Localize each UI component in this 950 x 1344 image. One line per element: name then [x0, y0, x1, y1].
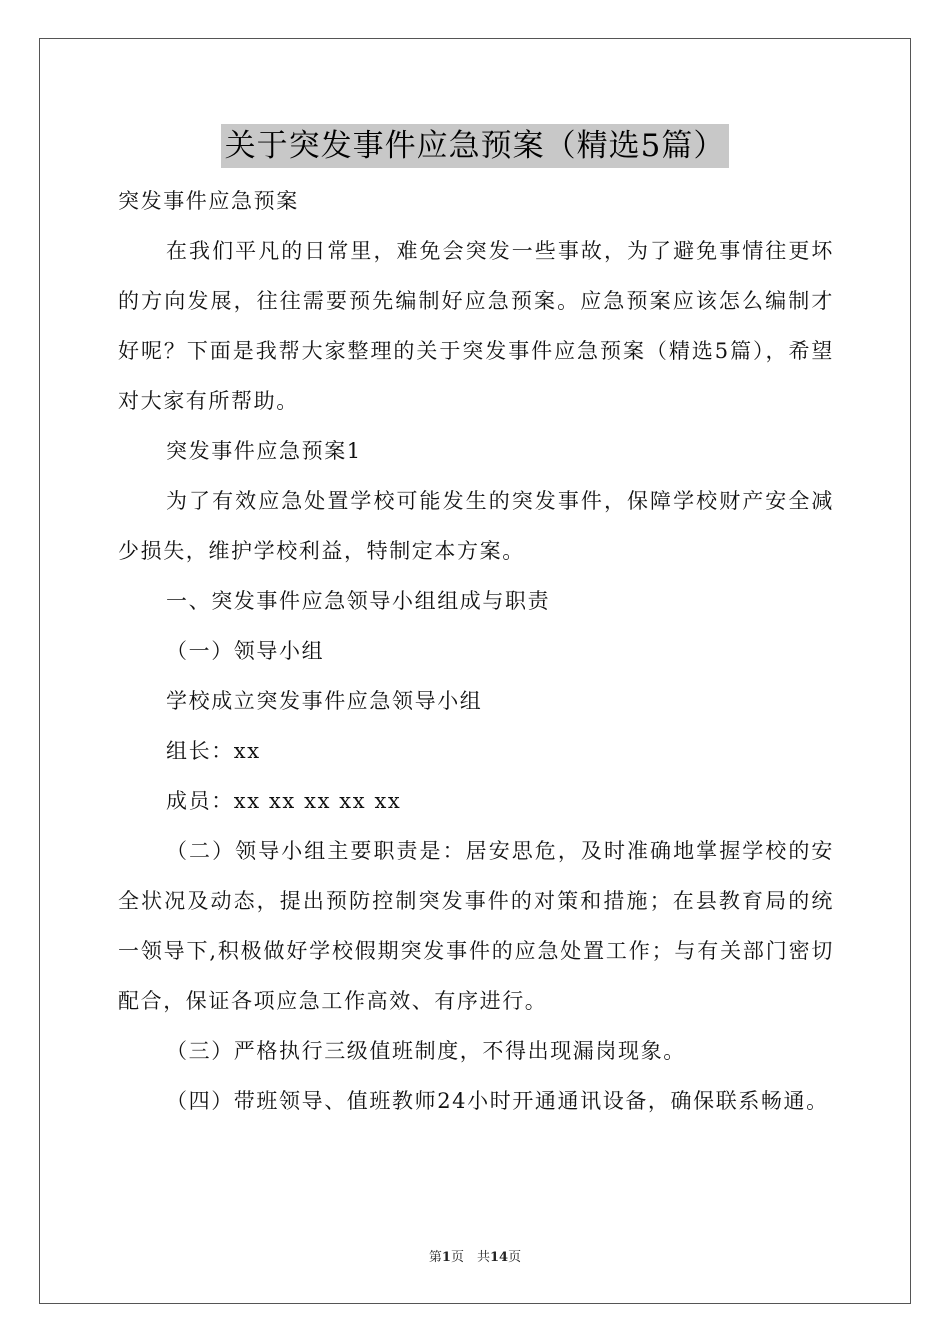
- footer-prefix: 第: [428, 1250, 442, 1265]
- section-heading: 突发事件应急预案1: [166, 439, 362, 463]
- paragraph: 成员：xx xx xx xx xx: [166, 789, 402, 813]
- paragraph: 学校成立突发事件应急领导小组: [166, 689, 483, 713]
- title-area: [0, 124, 950, 168]
- paragraph: 在我们平凡的日常里，难免会突发一些事故，为了避免事情往更坏的方向发展，往往需要预先编制好应急预案。应急预案应该怎么编制才好呢？下面是我帮大家整理的关于突发事件应急预案（精选5篇），希望对大家有所帮助。: [118, 239, 834, 413]
- subsection-heading: （一）领导小组: [166, 639, 325, 663]
- document-title: 关于突发事件应急预案（精选5篇）: [221, 124, 730, 168]
- footer-mid: 页 共: [450, 1250, 490, 1265]
- section-heading: 一、突发事件应急领导小组组成与职责: [166, 589, 551, 613]
- paragraph: （三）严格执行三级值班制度，不得出现漏岗现象。: [166, 1039, 686, 1063]
- paragraph: （四）带班领导、值班教师24小时开通通讯设备，确保联系畅通。: [166, 1089, 829, 1113]
- total-page-number: 14: [489, 1250, 509, 1265]
- current-page-number: 1: [441, 1250, 451, 1265]
- paragraph: 组长：xx: [166, 739, 261, 763]
- footer-suffix: 页: [508, 1250, 522, 1265]
- paragraph: 为了有效应急处置学校可能发生的突发事件，保障学校财产安全减少损失，维护学校利益，特制定本方案。: [118, 489, 834, 563]
- paragraph: 突发事件应急预案: [118, 189, 299, 213]
- paragraph: （二）领导小组主要职责是：居安思危，及时准确地掌握学校的安全状况及动态，提出预防控制突发事件的对策和措施；在县教育局的统一领导下,积极做好学校假期突发事件的应急处置工作；与有关部门密切配合，保证各项应急工作高效、有序进行。: [118, 839, 834, 1013]
- page-footer: [0, 1246, 950, 1265]
- document-body: [118, 176, 834, 1126]
